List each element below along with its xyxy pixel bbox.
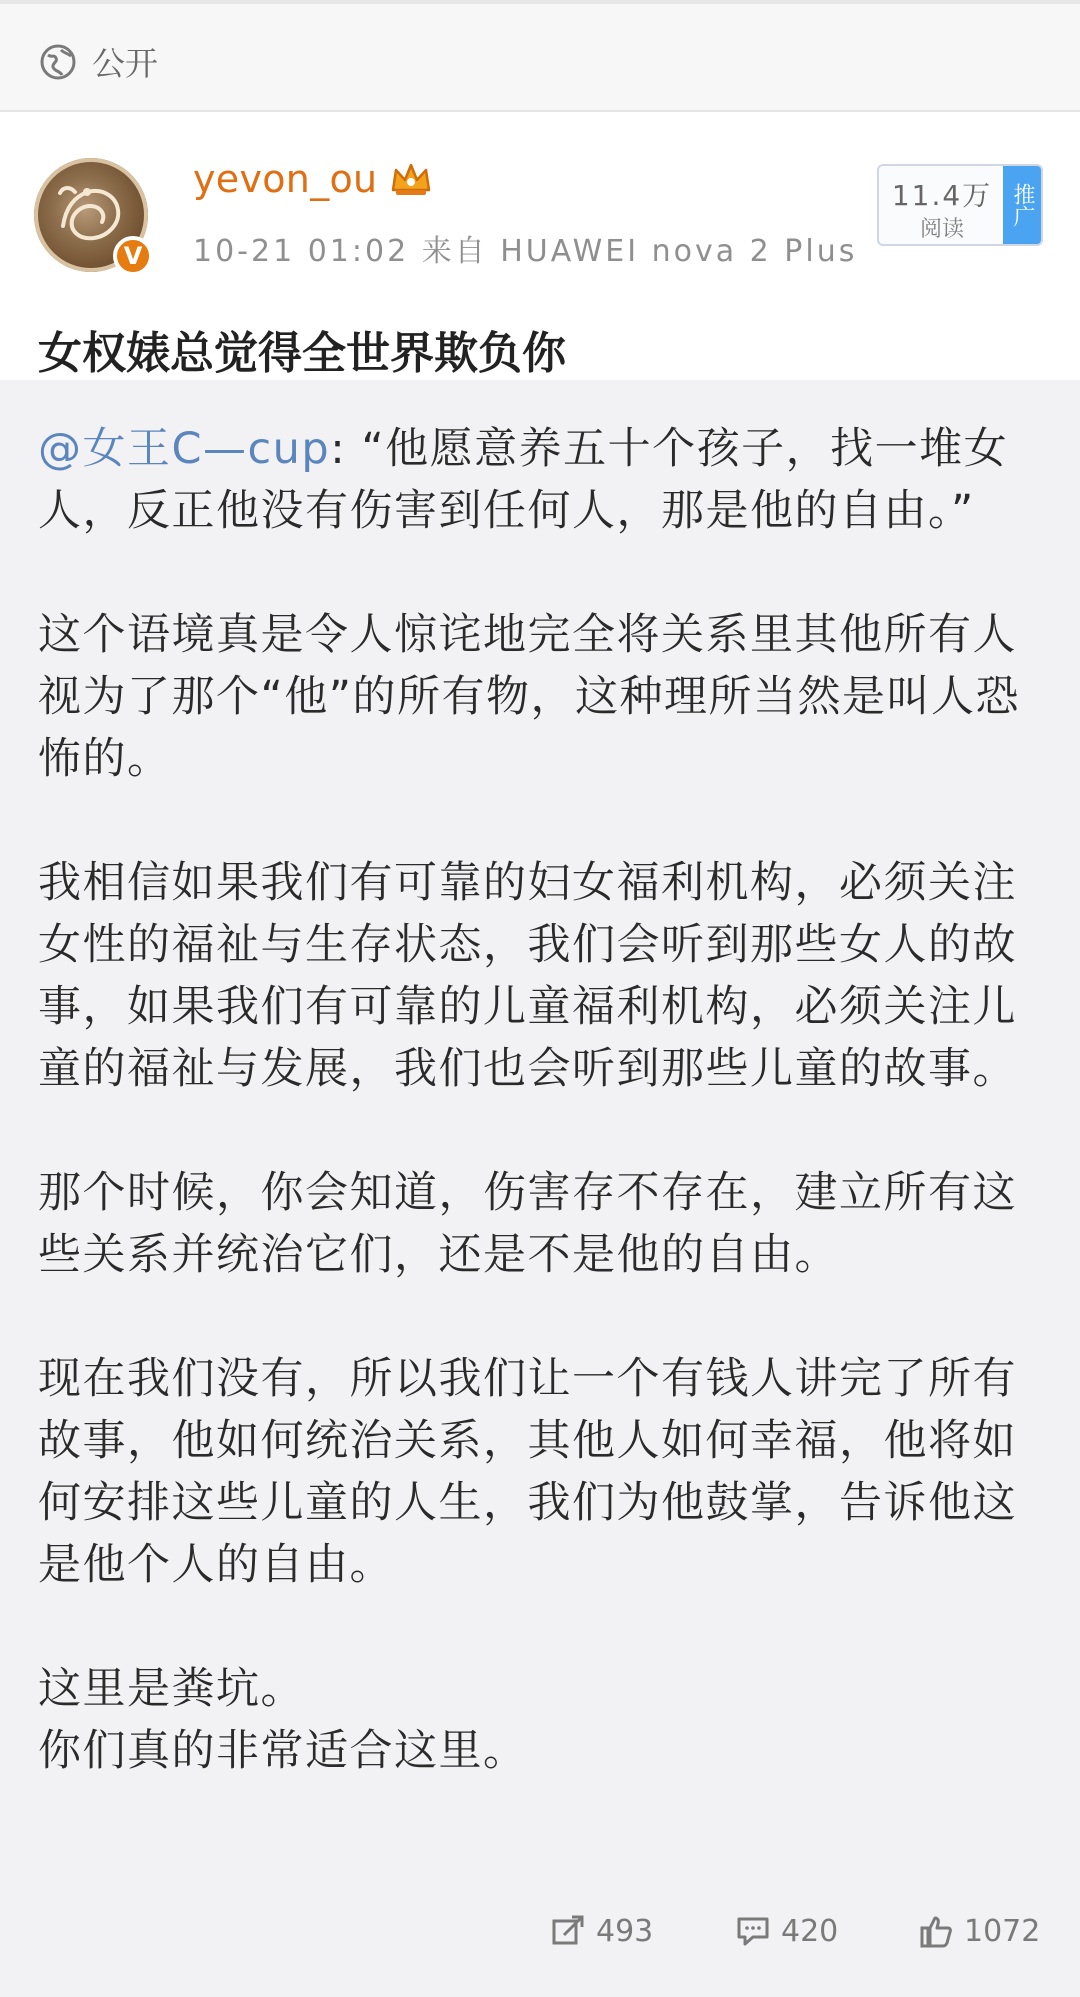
globe-icon [38,42,78,82]
read-count: 11.4万 [891,179,993,212]
like-count: 1072 [964,1913,1041,1949]
quote-paragraph [38,418,1028,542]
username-link[interactable]: yevon_ou [193,157,378,201]
crown-icon[interactable] [389,159,433,199]
quote-text: : “他愿意养五十个孩子，找一堆女人，反正他没有伤害到任何人，那是他的自由。” [38,424,1009,536]
post-title: 女权婊总觉得全世界欺负你 [38,328,566,379]
share-icon [550,1913,586,1949]
comment-count: 420 [781,1913,839,1949]
comment-icon [735,1913,771,1949]
post-content [38,418,1028,1782]
read-label: 阅读 [919,217,964,242]
post-header [0,112,1080,380]
paragraph-4: 那个时候，你会知道，伤害存不存在，建立所有这些关系并统治它们，还是不是他的自由。 [38,1168,1017,1280]
paragraph-2: 这个语境真是令人惊诧地完全将关系里其他所有人视为了那个“他”的所有物，这种理所当然是叫人恐怖的。 [38,610,1021,784]
paragraph-5: 现在我们没有，所以我们让一个有钱人讲完了所有故事，他如何统治关系，其他人如何幸福，他将如何安排这些儿童的人生，我们为他鼓掌，告诉他这是他个人的自由。 [38,1354,1017,1590]
post-meta: 10-21 01:02 来自 HUAWEI nova 2 Plus [193,234,858,269]
paragraph-6-line-2: 你们真的非常适合这里。 [38,1726,528,1776]
share-button[interactable] [550,1913,653,1949]
promote-button[interactable]: 推广 [1003,166,1041,244]
username-row [193,157,433,201]
paragraph-6 [38,1658,1028,1782]
paragraph-3: 我相信如果我们有可靠的妇女福利机构，必须关注女性的福祉与生存状态，我们会听到那些女人的故事，如果我们有可靠的儿童福利机构，必须关注儿童的福祉与发展，我们也会听到那些儿童的故事。 [38,858,1017,1094]
share-count: 493 [596,1913,654,1949]
like-icon [918,1913,954,1949]
privacy-indicator[interactable] [38,38,158,85]
read-count-box[interactable] [877,164,1043,246]
action-bar [0,1913,1080,1973]
verified-badge: V [113,236,153,276]
paragraph-6-line-1: 这里是粪坑。 [38,1664,305,1714]
top-bar [0,0,1080,112]
like-button[interactable] [918,1913,1040,1949]
privacy-label: 公开 [92,44,158,83]
comment-button[interactable] [735,1913,838,1949]
mention-link[interactable]: @女王C—cup [38,424,331,474]
